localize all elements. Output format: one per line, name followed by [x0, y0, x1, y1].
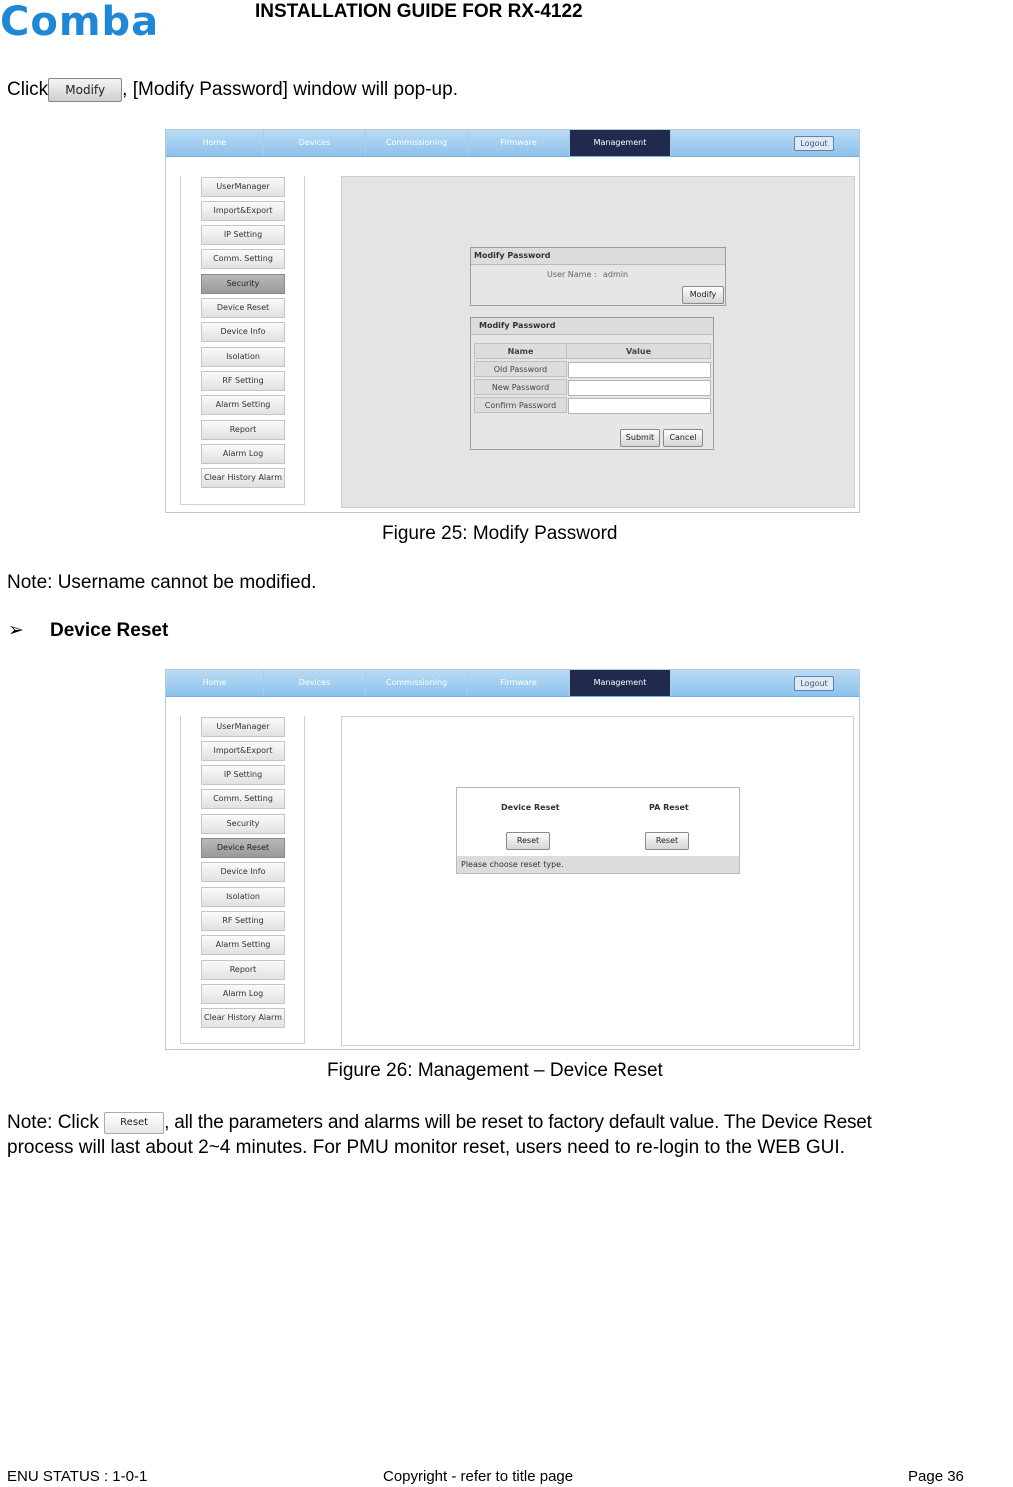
username-label: User Name :: [547, 270, 597, 279]
modify-button[interactable]: Modify: [682, 286, 724, 304]
logout-button[interactable]: Logout: [794, 136, 834, 151]
modify-button-image: Modify: [48, 78, 122, 102]
sidebar-item-rf-setting[interactable]: RF Setting: [201, 911, 285, 931]
new-password-input[interactable]: [568, 380, 711, 396]
sidebar-item-usermanager[interactable]: UserManager: [201, 177, 285, 197]
logout-button[interactable]: Logout: [794, 676, 834, 691]
new-password-label: New Password: [474, 379, 567, 395]
tab-firmware[interactable]: Firmware: [468, 130, 570, 156]
tab-home[interactable]: Home: [166, 130, 264, 156]
sidebar-item-report[interactable]: Report: [201, 420, 285, 440]
content-area: [341, 716, 854, 1046]
note-reset: [7, 1110, 1012, 1160]
sidebar-item-clear-history-alarm[interactable]: Clear History Alarm: [201, 468, 285, 488]
figure-25-screenshot: [165, 129, 860, 513]
sidebar-item-ip-setting[interactable]: IP Setting: [201, 225, 285, 245]
sidebar-item-device-reset[interactable]: Device Reset: [201, 838, 285, 858]
nav-bar: [166, 130, 859, 157]
arrow-bullet-icon: ➢: [8, 620, 24, 641]
tab-management[interactable]: Management: [570, 670, 671, 696]
comba-logo: Comba: [0, 0, 160, 45]
sidebar-item-security[interactable]: Security: [201, 274, 285, 294]
sidebar-item-device-info[interactable]: Device Info: [201, 862, 285, 882]
sidebar-item-import-export[interactable]: Import&Export: [201, 201, 285, 221]
tab-firmware[interactable]: Firmware: [468, 670, 570, 696]
username-value: admin: [603, 270, 629, 279]
sidebar-item-comm-setting[interactable]: Comm. Setting: [201, 249, 285, 269]
sidebar-item-clear-history-alarm[interactable]: Clear History Alarm: [201, 1008, 285, 1028]
old-password-label: Old Password: [474, 361, 567, 377]
reset-status-text: Please choose reset type.: [457, 856, 739, 873]
footer-page-number: Page 36: [908, 1468, 964, 1485]
confirm-password-input[interactable]: [568, 398, 711, 414]
sidebar-item-rf-setting[interactable]: RF Setting: [201, 371, 285, 391]
pa-reset-button[interactable]: Reset: [645, 832, 689, 850]
device-reset-button[interactable]: Reset: [506, 832, 550, 850]
column-header-name: Name: [474, 343, 567, 359]
box2-title: Modify Password: [471, 318, 713, 335]
intro-suffix: , [Modify Password] window will pop-up.: [122, 79, 458, 100]
modify-password-info-box: [470, 247, 726, 306]
sidebar-item-usermanager[interactable]: UserManager: [201, 717, 285, 737]
box1-title: Modify Password: [471, 248, 725, 265]
sidebar-item-alarm-log[interactable]: Alarm Log: [201, 444, 285, 464]
sidebar-item-device-reset[interactable]: Device Reset: [201, 298, 285, 318]
figure-26-screenshot: [165, 669, 860, 1050]
tab-home[interactable]: Home: [166, 670, 264, 696]
footer-status: ENU STATUS : 1-0-1: [7, 1468, 148, 1485]
confirm-password-label: Confirm Password: [474, 397, 567, 413]
modify-password-form-box: [470, 317, 714, 450]
document-title: INSTALLATION GUIDE FOR RX-4122: [255, 1, 583, 22]
sidebar-item-isolation[interactable]: Isolation: [201, 887, 285, 907]
intro-prefix: Click: [7, 79, 49, 100]
device-reset-box: [456, 787, 740, 874]
sidebar-item-import-export[interactable]: Import&Export: [201, 741, 285, 761]
tab-management[interactable]: Management: [570, 130, 671, 156]
note-username: Note: Username cannot be modified.: [7, 572, 317, 593]
sidebar-item-alarm-setting[interactable]: Alarm Setting: [201, 935, 285, 955]
sidebar-item-device-info[interactable]: Device Info: [201, 322, 285, 342]
sidebar-item-alarm-setting[interactable]: Alarm Setting: [201, 395, 285, 415]
section-title: Device Reset: [50, 620, 169, 641]
figure-26-caption: Figure 26: Management – Device Reset: [327, 1060, 663, 1081]
sidebar-item-security[interactable]: Security: [201, 814, 285, 834]
sidebar-item-comm-setting[interactable]: Comm. Setting: [201, 789, 285, 809]
sidebar-item-alarm-log[interactable]: Alarm Log: [201, 984, 285, 1004]
note-reset-line-1: [7, 1110, 1012, 1135]
sidebar-item-ip-setting[interactable]: IP Setting: [201, 765, 285, 785]
column-header-value: Value: [566, 343, 711, 359]
sidebar-item-isolation[interactable]: Isolation: [201, 347, 285, 367]
tab-commissioning[interactable]: Commissioning: [366, 670, 468, 696]
sidebar-item-report[interactable]: Report: [201, 960, 285, 980]
note-reset-suffix: , all the parameters and alarms will be reset to factory default value. The Device Reset: [164, 1112, 872, 1133]
pa-reset-label: PA Reset: [649, 803, 689, 812]
note-reset-prefix: Note: Click: [7, 1112, 99, 1133]
old-password-input[interactable]: [568, 362, 711, 378]
note-reset-line-2: process will last about 2~4 minutes. For PMU monitor reset, users need to re-login to the WEB GUI.: [7, 1137, 845, 1158]
section-heading: [8, 619, 168, 642]
reset-button-image: Reset: [104, 1112, 164, 1134]
nav-bar: [166, 670, 859, 697]
figure-25-caption: Figure 25: Modify Password: [382, 523, 618, 544]
tab-commissioning[interactable]: Commissioning: [366, 130, 468, 156]
intro-paragraph: [7, 77, 458, 102]
cancel-button[interactable]: Cancel: [663, 429, 703, 447]
device-reset-label: Device Reset: [501, 803, 560, 812]
tab-devices[interactable]: Devices: [264, 670, 366, 696]
submit-button[interactable]: Submit: [620, 429, 660, 447]
content-area: [341, 176, 855, 508]
footer-copyright: Copyright - refer to title page: [383, 1468, 574, 1485]
tab-devices[interactable]: Devices: [264, 130, 366, 156]
